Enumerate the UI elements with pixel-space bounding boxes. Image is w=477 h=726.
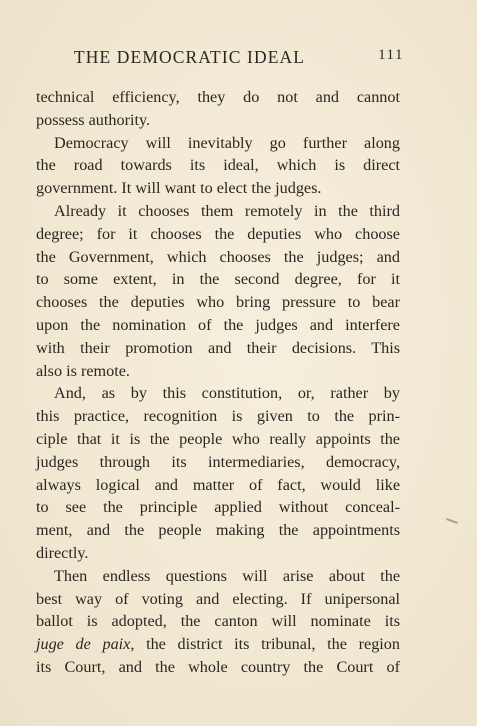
running-title: THE DEMOCRATIC IDEAL: [74, 47, 306, 67]
text-line: this practice, recognition is given to the prin-: [36, 407, 400, 426]
text-line: its Court, and the whole country the Court of: [36, 657, 400, 676]
text-line-rest: , the district its tribunal, the region: [130, 635, 400, 654]
text-line: to some extent, in the second degree, for it: [36, 270, 400, 289]
text-line: always logical and matter of fact, would like: [36, 475, 400, 494]
text-line: technical efficiency, they do not and cannot: [36, 88, 400, 106]
text-line: degree; for it chooses the deputies who choose: [36, 224, 400, 243]
text-line: also is remote.: [36, 361, 130, 380]
text-line: Then endless questions will arise about the: [54, 566, 400, 585]
text-line: the Government, which chooses the judges; and: [36, 247, 400, 266]
text-line: possess authority.: [36, 110, 151, 129]
text-line: best way of voting and electing. If unipersonal: [36, 589, 400, 608]
text-line: to see the principle applied without conceal-: [36, 498, 400, 517]
text-line: upon the nomination of the judges and interfere: [36, 315, 400, 334]
text-line: And, as by this constitution, or, rather by: [54, 384, 400, 403]
text-line: Democracy will inevitably go further along: [54, 133, 400, 152]
italic-phrase: juge de paix: [36, 635, 131, 654]
page-header: [74, 47, 404, 73]
page-edge-mark: [446, 518, 458, 524]
text-line-with-italic: [36, 633, 400, 656]
text-line: Already it chooses them remotely in the third: [54, 201, 400, 220]
text-line: government. It will want to elect the judges.: [36, 179, 322, 198]
text-line: chooses the deputies who bring pressure to bear: [36, 293, 400, 312]
text-line: with their promotion and their decisions. This: [36, 338, 400, 357]
body-text: [36, 86, 400, 679]
text-line: ballot is adopted, the canton will nominate its: [36, 612, 400, 631]
text-line: ciple that it is the people who really appoints the: [36, 429, 400, 448]
text-line: judges through its intermediaries, democracy,: [36, 452, 400, 471]
text-line: ment, and the people making the appointments: [36, 521, 400, 540]
text-line: the road towards its ideal, which is direct: [36, 156, 400, 175]
text-line: directly.: [36, 543, 89, 562]
page-number: 111: [378, 47, 404, 63]
